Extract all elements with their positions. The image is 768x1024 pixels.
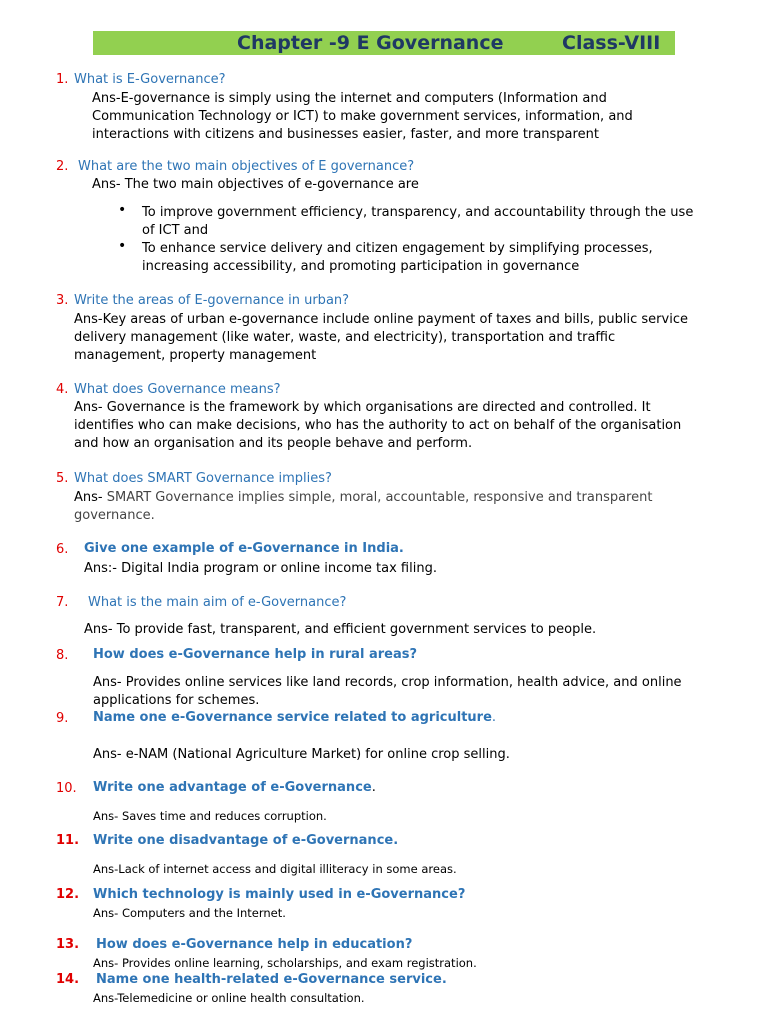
answer-text: Ans:- Digital India program or online income tax filing.	[84, 561, 437, 576]
question-text: What are the two main objectives of E governance?	[78, 159, 415, 174]
answer-text: Ans- Governance is the framework by which organisations are directed and controlled. It identifies who can make decisions, who has the authority to act on behalf of the organisation and how an organisation and its people behave and perform.	[74, 400, 682, 451]
answer-text: Ans- e-NAM (National Agriculture Market) for online crop selling.	[93, 747, 510, 762]
answer-text: Ans-Telemedicine or online health consultation.	[93, 991, 365, 1005]
bullet-text: To improve government efficiency, transparency, and accountability through the use of ICT and	[142, 205, 694, 238]
question-number: 12.	[56, 887, 80, 902]
answer-text: Ans- SMART Governance implies simple, moral, accountable, responsive and transparent governance.	[74, 490, 653, 523]
question-text: Name one e-Governance service related to agriculture.	[93, 710, 497, 725]
question-number: 10.	[56, 781, 77, 796]
question-text: Give one example of e-Governance in India.	[84, 541, 404, 556]
class-label: Class-VIII	[562, 32, 661, 54]
question-text: What is E-Governance?	[74, 72, 226, 87]
question-number: 8.	[56, 648, 69, 663]
answer-text: Ans- Provides online learning, scholarships, and exam registration.	[93, 956, 477, 970]
answer-text: Ans-Lack of internet access and digital illiteracy in some areas.	[93, 862, 457, 876]
answer-text: Ans- Saves time and reduces corruption.	[93, 809, 327, 823]
question-text: What does Governance means?	[74, 382, 281, 397]
question-number: 4.	[56, 382, 69, 397]
answer-text: Ans- Provides online services like land records, crop information, health advice, and online applications for schemes.	[93, 675, 682, 708]
question-number: 3.	[56, 293, 69, 308]
answer-text: Ans-E-governance is simply using the internet and computers (Information and Communication Technology or ICT) to make government services, information, and interactions with citizens and businesses easier, faster, and more transparent	[92, 91, 633, 142]
bullet-icon: •	[118, 202, 127, 218]
question-number: 6.	[56, 542, 69, 557]
question-text: How does e-Governance help in rural areas?	[93, 647, 417, 662]
question-text: Name one health-related e-Governance service.	[96, 972, 447, 987]
question-text: How does e-Governance help in education?	[96, 937, 413, 952]
answer-text: Ans-Key areas of urban e-governance include online payment of taxes and bills, public service delivery management (like water, waste, and electricity), transportation and traffic management, property management	[74, 312, 688, 363]
question-text: Write one disadvantage of e-Governance.	[93, 833, 399, 848]
question-text: Write one advantage of e-Governance.	[93, 780, 376, 795]
bullet-icon: •	[118, 238, 127, 254]
question-number: 7.	[56, 595, 69, 610]
answer-text: Ans- To provide fast, transparent, and efficient government services to people.	[84, 622, 597, 637]
chapter-title: Chapter -9 E Governance	[237, 32, 504, 54]
question-number: 5.	[56, 471, 69, 486]
question-text: Which technology is mainly used in e-Governance?	[93, 887, 466, 902]
question-text: Write the areas of E-governance in urban?	[74, 293, 350, 308]
question-text: What does SMART Governance implies?	[74, 471, 332, 486]
question-number: 11.	[56, 833, 80, 848]
question-number: 13.	[56, 937, 80, 952]
answer-text: Ans- The two main objectives of e-governance are	[92, 177, 419, 192]
answer-text: Ans- Computers and the Internet.	[93, 906, 286, 920]
question-text: What is the main aim of e-Governance?	[88, 595, 347, 610]
question-number: 14.	[56, 972, 80, 987]
question-number: 1.	[56, 72, 69, 87]
question-number: 2.	[56, 159, 69, 174]
question-number: 9.	[56, 711, 69, 726]
bullet-text: To enhance service delivery and citizen engagement by simplifying processes, increasing accessibility, and promoting participation in governance	[142, 241, 653, 274]
